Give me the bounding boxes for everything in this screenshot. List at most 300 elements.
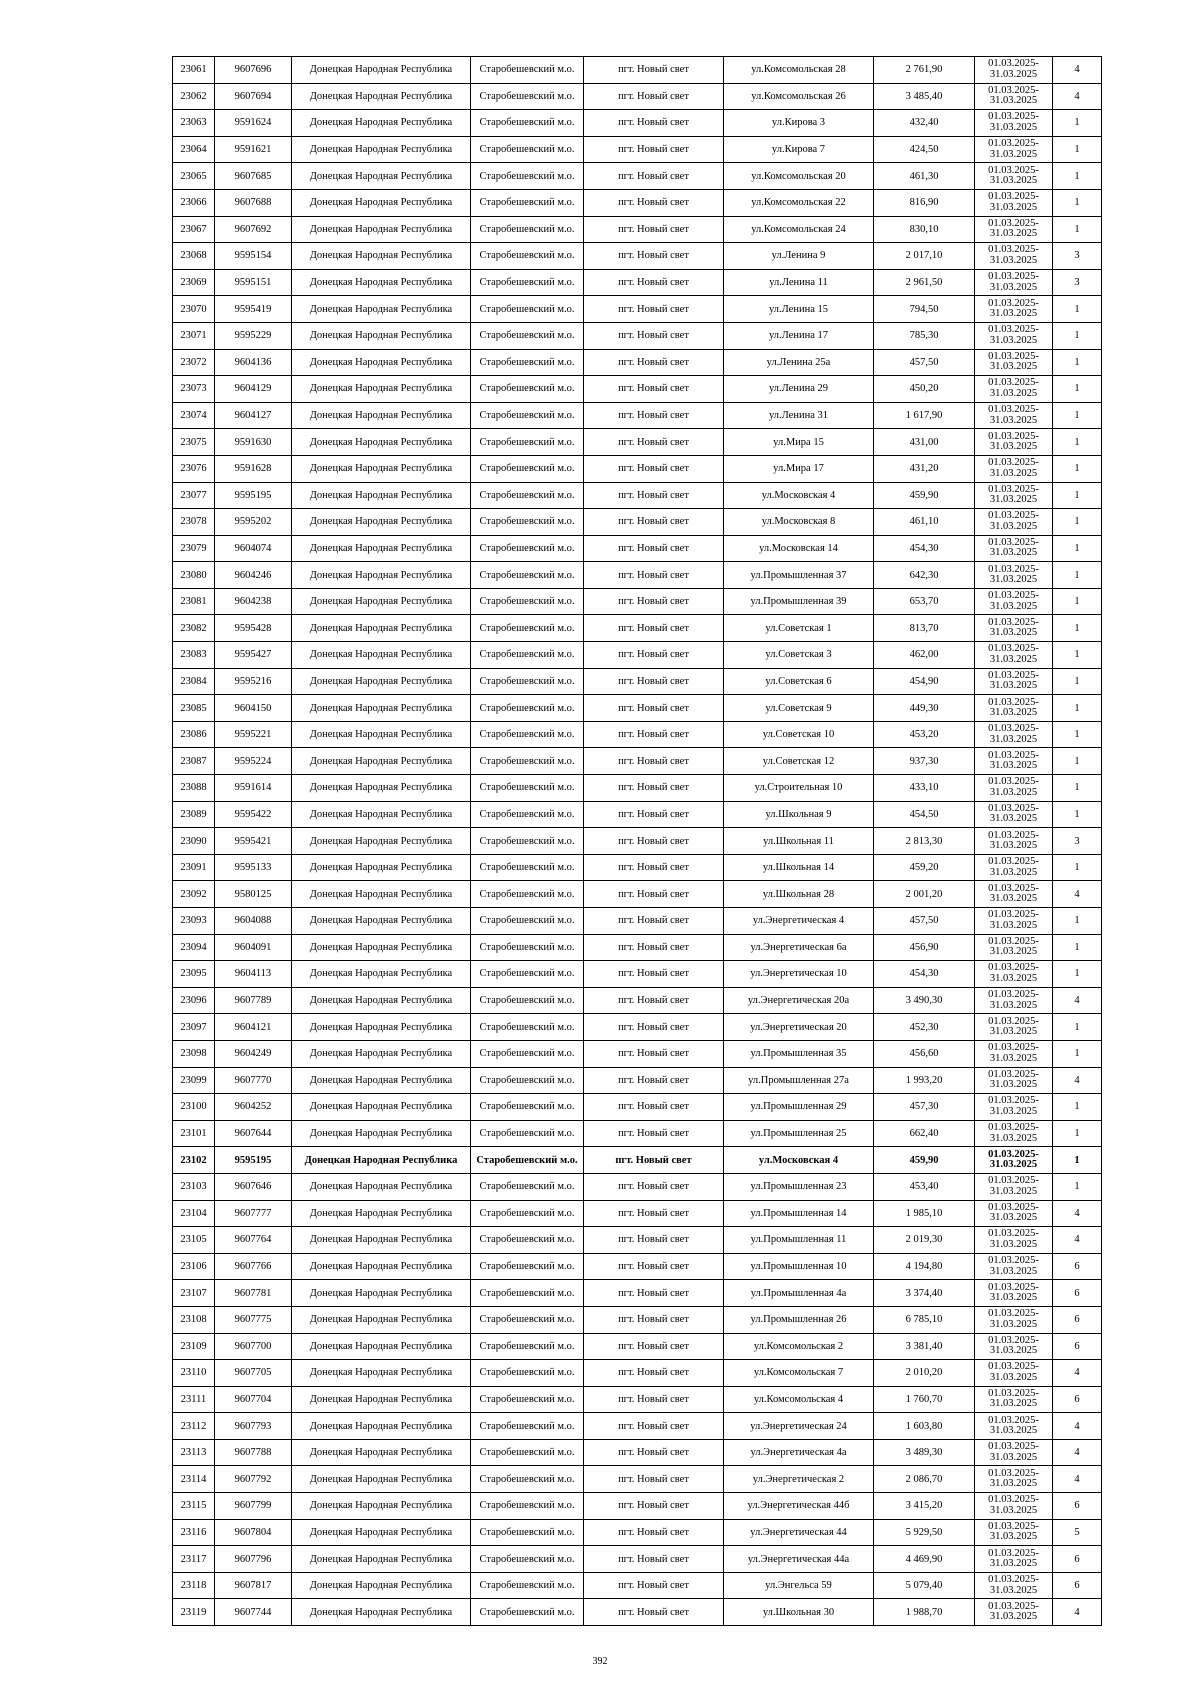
region-cell: Донецкая Народная Республика	[292, 1439, 471, 1466]
period-cell: 01.03.2025- 31.03.2025	[975, 695, 1053, 722]
area-cell: 457,50	[874, 908, 975, 935]
settlement-cell: пгт. Новый свет	[584, 455, 724, 482]
address-cell: ул.Энергетическая 10	[724, 961, 874, 988]
code-cell: 9595154	[215, 243, 292, 270]
period-cell: 01.03.2025- 31.03.2025	[975, 429, 1053, 456]
count-cell: 4	[1053, 881, 1102, 908]
table-row	[173, 1572, 1102, 1599]
row-number-cell: 23103	[173, 1173, 215, 1200]
code-cell: 9607694	[215, 83, 292, 110]
count-cell: 1	[1053, 1014, 1102, 1041]
count-cell: 1	[1053, 721, 1102, 748]
code-cell: 9607744	[215, 1599, 292, 1626]
region-cell: Донецкая Народная Республика	[292, 189, 471, 216]
area-cell: 2 761,90	[874, 57, 975, 84]
region-cell: Донецкая Народная Республика	[292, 801, 471, 828]
settlement-cell: пгт. Новый свет	[584, 615, 724, 642]
area-cell: 794,50	[874, 296, 975, 323]
address-cell: ул.Ленина 11	[724, 269, 874, 296]
code-cell: 9604150	[215, 695, 292, 722]
region-cell: Донецкая Народная Республика	[292, 775, 471, 802]
area-cell: 452,30	[874, 1014, 975, 1041]
address-cell: ул.Советская 6	[724, 668, 874, 695]
row-number-cell: 23082	[173, 615, 215, 642]
district-cell: Старобешевский м.о.	[471, 934, 584, 961]
address-cell: ул.Промышленная 35	[724, 1040, 874, 1067]
code-cell: 9595133	[215, 854, 292, 881]
table-row	[173, 296, 1102, 323]
region-cell: Донецкая Народная Республика	[292, 562, 471, 589]
settlement-cell: пгт. Новый свет	[584, 482, 724, 509]
settlement-cell: пгт. Новый свет	[584, 535, 724, 562]
period-cell: 01.03.2025- 31.03.2025	[975, 1040, 1053, 1067]
table-row	[173, 455, 1102, 482]
address-cell: ул.Промышленная 26	[724, 1306, 874, 1333]
row-number-cell: 23095	[173, 961, 215, 988]
row-number-cell: 23061	[173, 57, 215, 84]
settlement-cell: пгт. Новый свет	[584, 1546, 724, 1573]
address-cell: ул.Промышленная 39	[724, 588, 874, 615]
table-row	[173, 881, 1102, 908]
region-cell: Донецкая Народная Республика	[292, 1546, 471, 1573]
table-row	[173, 83, 1102, 110]
district-cell: Старобешевский м.о.	[471, 110, 584, 137]
period-cell: 01.03.2025- 31.03.2025	[975, 1253, 1053, 1280]
region-cell: Донецкая Народная Республика	[292, 828, 471, 855]
code-cell: 9607692	[215, 216, 292, 243]
row-number-cell: 23064	[173, 136, 215, 163]
region-cell: Донецкая Народная Республика	[292, 748, 471, 775]
row-number-cell: 23072	[173, 349, 215, 376]
area-cell: 456,60	[874, 1040, 975, 1067]
district-cell: Старобешевский м.о.	[471, 535, 584, 562]
region-cell: Донецкая Народная Республика	[292, 987, 471, 1014]
period-cell: 01.03.2025- 31.03.2025	[975, 961, 1053, 988]
region-cell: Донецкая Народная Республика	[292, 509, 471, 536]
address-cell: ул.Промышленная 29	[724, 1094, 874, 1121]
period-cell: 01.03.2025- 31.03.2025	[975, 934, 1053, 961]
settlement-cell: пгт. Новый свет	[584, 296, 724, 323]
region-cell: Донецкая Народная Республика	[292, 1360, 471, 1387]
address-cell: ул.Энергетическая 2	[724, 1466, 874, 1493]
count-cell: 1	[1053, 349, 1102, 376]
table-row	[173, 1094, 1102, 1121]
period-cell: 01.03.2025- 31.03.2025	[975, 1386, 1053, 1413]
table-row	[173, 987, 1102, 1014]
region-cell: Донецкая Народная Республика	[292, 110, 471, 137]
count-cell: 1	[1053, 376, 1102, 403]
area-cell: 433,10	[874, 775, 975, 802]
settlement-cell: пгт. Новый свет	[584, 163, 724, 190]
count-cell: 1	[1053, 1094, 1102, 1121]
area-cell: 2 010,20	[874, 1360, 975, 1387]
row-number-cell: 23102	[173, 1147, 215, 1174]
table-row	[173, 429, 1102, 456]
address-cell: ул.Энергетическая 20	[724, 1014, 874, 1041]
row-number-cell: 23075	[173, 429, 215, 456]
address-cell: ул.Московская 8	[724, 509, 874, 536]
code-cell: 9591628	[215, 455, 292, 482]
settlement-cell: пгт. Новый свет	[584, 376, 724, 403]
table-row	[173, 1413, 1102, 1440]
table-row	[173, 349, 1102, 376]
count-cell: 3	[1053, 243, 1102, 270]
table-row	[173, 961, 1102, 988]
period-cell: 01.03.2025- 31.03.2025	[975, 535, 1053, 562]
region-cell: Донецкая Народная Республика	[292, 1040, 471, 1067]
region-cell: Донецкая Народная Республика	[292, 163, 471, 190]
row-number-cell: 23091	[173, 854, 215, 881]
count-cell: 1	[1053, 296, 1102, 323]
count-cell: 4	[1053, 1227, 1102, 1254]
period-cell: 01.03.2025- 31.03.2025	[975, 1306, 1053, 1333]
area-cell: 937,30	[874, 748, 975, 775]
count-cell: 1	[1053, 588, 1102, 615]
area-cell: 456,90	[874, 934, 975, 961]
count-cell: 1	[1053, 801, 1102, 828]
code-cell: 9595229	[215, 322, 292, 349]
table-row	[173, 1200, 1102, 1227]
code-cell: 9604249	[215, 1040, 292, 1067]
settlement-cell: пгт. Новый свет	[584, 1413, 724, 1440]
area-cell: 462,00	[874, 642, 975, 669]
district-cell: Старобешевский м.о.	[471, 721, 584, 748]
period-cell: 01.03.2025- 31.03.2025	[975, 1147, 1053, 1174]
region-cell: Донецкая Народная Республика	[292, 615, 471, 642]
code-cell: 9604074	[215, 535, 292, 562]
row-number-cell: 23089	[173, 801, 215, 828]
row-number-cell: 23117	[173, 1546, 215, 1573]
settlement-cell: пгт. Новый свет	[584, 1253, 724, 1280]
settlement-cell: пгт. Новый свет	[584, 349, 724, 376]
settlement-cell: пгт. Новый свет	[584, 1493, 724, 1520]
count-cell: 4	[1053, 1413, 1102, 1440]
period-cell: 01.03.2025- 31.03.2025	[975, 588, 1053, 615]
period-cell: 01.03.2025- 31.03.2025	[975, 908, 1053, 935]
period-cell: 01.03.2025- 31.03.2025	[975, 828, 1053, 855]
code-cell: 9604127	[215, 402, 292, 429]
count-cell: 4	[1053, 987, 1102, 1014]
row-number-cell: 23088	[173, 775, 215, 802]
address-cell: ул.Ленина 9	[724, 243, 874, 270]
region-cell: Донецкая Народная Республика	[292, 83, 471, 110]
table-row	[173, 775, 1102, 802]
table-row	[173, 721, 1102, 748]
region-cell: Донецкая Народная Республика	[292, 1493, 471, 1520]
code-cell: 9595427	[215, 642, 292, 669]
code-cell: 9607789	[215, 987, 292, 1014]
settlement-cell: пгт. Новый свет	[584, 1120, 724, 1147]
row-number-cell: 23099	[173, 1067, 215, 1094]
table-row	[173, 1386, 1102, 1413]
address-cell: ул.Советская 12	[724, 748, 874, 775]
row-number-cell: 23085	[173, 695, 215, 722]
district-cell: Старобешевский м.о.	[471, 1147, 584, 1174]
period-cell: 01.03.2025- 31.03.2025	[975, 1067, 1053, 1094]
code-cell: 9607793	[215, 1413, 292, 1440]
code-cell: 9595202	[215, 509, 292, 536]
row-number-cell: 23109	[173, 1333, 215, 1360]
period-cell: 01.03.2025- 31.03.2025	[975, 1014, 1053, 1041]
area-cell: 454,90	[874, 668, 975, 695]
address-cell: ул.Школьная 9	[724, 801, 874, 828]
district-cell: Старобешевский м.о.	[471, 349, 584, 376]
table-row	[173, 216, 1102, 243]
settlement-cell: пгт. Новый свет	[584, 1360, 724, 1387]
count-cell: 6	[1053, 1333, 1102, 1360]
settlement-cell: пгт. Новый свет	[584, 1306, 724, 1333]
district-cell: Старобешевский м.о.	[471, 828, 584, 855]
region-cell: Донецкая Народная Республика	[292, 402, 471, 429]
table-row	[173, 1466, 1102, 1493]
area-cell: 457,50	[874, 349, 975, 376]
district-cell: Старобешевский м.о.	[471, 1386, 584, 1413]
area-cell: 459,90	[874, 482, 975, 509]
address-cell: ул.Школьная 28	[724, 881, 874, 908]
area-cell: 5 079,40	[874, 1572, 975, 1599]
table-row	[173, 1173, 1102, 1200]
table-row	[173, 828, 1102, 855]
region-cell: Донецкая Народная Республика	[292, 881, 471, 908]
period-cell: 01.03.2025- 31.03.2025	[975, 1413, 1053, 1440]
settlement-cell: пгт. Новый свет	[584, 1014, 724, 1041]
period-cell: 01.03.2025- 31.03.2025	[975, 1439, 1053, 1466]
code-cell: 9607770	[215, 1067, 292, 1094]
district-cell: Старобешевский м.о.	[471, 1253, 584, 1280]
code-cell: 9595224	[215, 748, 292, 775]
settlement-cell: пгт. Новый свет	[584, 243, 724, 270]
district-cell: Старобешевский м.о.	[471, 1493, 584, 1520]
row-number-cell: 23062	[173, 83, 215, 110]
code-cell: 9607685	[215, 163, 292, 190]
region-cell: Донецкая Народная Республика	[292, 1147, 471, 1174]
table-row	[173, 1147, 1102, 1174]
settlement-cell: пгт. Новый свет	[584, 987, 724, 1014]
row-number-cell: 23080	[173, 562, 215, 589]
count-cell: 6	[1053, 1546, 1102, 1573]
region-cell: Донецкая Народная Республика	[292, 961, 471, 988]
district-cell: Старобешевский м.о.	[471, 57, 584, 84]
period-cell: 01.03.2025- 31.03.2025	[975, 801, 1053, 828]
row-number-cell: 23096	[173, 987, 215, 1014]
address-cell: ул.Промышленная 10	[724, 1253, 874, 1280]
district-cell: Старобешевский м.о.	[471, 1173, 584, 1200]
area-cell: 6 785,10	[874, 1306, 975, 1333]
district-cell: Старобешевский м.о.	[471, 1280, 584, 1307]
table-row	[173, 1040, 1102, 1067]
address-cell: ул.Комсомольская 7	[724, 1360, 874, 1387]
address-cell: ул.Комсомольская 2	[724, 1333, 874, 1360]
district-cell: Старобешевский м.о.	[471, 163, 584, 190]
settlement-cell: пгт. Новый свет	[584, 83, 724, 110]
code-cell: 9604091	[215, 934, 292, 961]
district-cell: Старобешевский м.о.	[471, 1599, 584, 1626]
district-cell: Старобешевский м.о.	[471, 509, 584, 536]
area-cell: 1 603,80	[874, 1413, 975, 1440]
settlement-cell: пгт. Новый свет	[584, 1094, 724, 1121]
table-row	[173, 1360, 1102, 1387]
settlement-cell: пгт. Новый свет	[584, 881, 724, 908]
row-number-cell: 23068	[173, 243, 215, 270]
region-cell: Донецкая Народная Республика	[292, 1173, 471, 1200]
district-cell: Старобешевский м.о.	[471, 615, 584, 642]
table-row	[173, 535, 1102, 562]
address-cell: ул.Комсомольская 28	[724, 57, 874, 84]
settlement-cell: пгт. Новый свет	[584, 1227, 724, 1254]
district-cell: Старобешевский м.о.	[471, 322, 584, 349]
period-cell: 01.03.2025- 31.03.2025	[975, 1360, 1053, 1387]
code-cell: 9591621	[215, 136, 292, 163]
code-cell: 9607704	[215, 1386, 292, 1413]
area-cell: 2 017,10	[874, 243, 975, 270]
area-cell: 453,20	[874, 721, 975, 748]
table-row	[173, 1067, 1102, 1094]
count-cell: 1	[1053, 163, 1102, 190]
area-cell: 450,20	[874, 376, 975, 403]
district-cell: Старобешевский м.о.	[471, 1546, 584, 1573]
count-cell: 1	[1053, 854, 1102, 881]
region-cell: Донецкая Народная Республика	[292, 455, 471, 482]
count-cell: 1	[1053, 748, 1102, 775]
address-cell: ул.Мира 15	[724, 429, 874, 456]
settlement-cell: пгт. Новый свет	[584, 748, 724, 775]
settlement-cell: пгт. Новый свет	[584, 1067, 724, 1094]
area-cell: 1 985,10	[874, 1200, 975, 1227]
table-row	[173, 854, 1102, 881]
settlement-cell: пгт. Новый свет	[584, 1200, 724, 1227]
code-cell: 9595151	[215, 269, 292, 296]
region-cell: Донецкая Народная Республика	[292, 1386, 471, 1413]
address-cell: ул.Строительная 10	[724, 775, 874, 802]
period-cell: 01.03.2025- 31.03.2025	[975, 748, 1053, 775]
district-cell: Старобешевский м.о.	[471, 1572, 584, 1599]
period-cell: 01.03.2025- 31.03.2025	[975, 775, 1053, 802]
table-row	[173, 376, 1102, 403]
settlement-cell: пгт. Новый свет	[584, 429, 724, 456]
row-number-cell: 23118	[173, 1572, 215, 1599]
region-cell: Донецкая Народная Республика	[292, 908, 471, 935]
period-cell: 01.03.2025- 31.03.2025	[975, 163, 1053, 190]
region-cell: Донецкая Народная Республика	[292, 588, 471, 615]
area-cell: 431,00	[874, 429, 975, 456]
code-cell: 9604252	[215, 1094, 292, 1121]
address-cell: ул.Московская 14	[724, 535, 874, 562]
address-cell: ул.Энергетическая 6а	[724, 934, 874, 961]
count-cell: 1	[1053, 482, 1102, 509]
address-cell: ул.Промышленная 4а	[724, 1280, 874, 1307]
code-cell: 9604136	[215, 349, 292, 376]
region-cell: Донецкая Народная Республика	[292, 269, 471, 296]
settlement-cell: пгт. Новый свет	[584, 402, 724, 429]
period-cell: 01.03.2025- 31.03.2025	[975, 987, 1053, 1014]
code-cell: 9607804	[215, 1519, 292, 1546]
table-row	[173, 136, 1102, 163]
address-cell: ул.Комсомольская 22	[724, 189, 874, 216]
row-number-cell: 23100	[173, 1094, 215, 1121]
period-cell: 01.03.2025- 31.03.2025	[975, 1572, 1053, 1599]
settlement-cell: пгт. Новый свет	[584, 721, 724, 748]
table-row	[173, 934, 1102, 961]
code-cell: 9595421	[215, 828, 292, 855]
code-cell: 9607696	[215, 57, 292, 84]
address-cell: ул.Комсомольская 4	[724, 1386, 874, 1413]
code-cell: 9580125	[215, 881, 292, 908]
area-cell: 461,30	[874, 163, 975, 190]
region-cell: Донецкая Народная Республика	[292, 296, 471, 323]
table-row	[173, 748, 1102, 775]
table-row	[173, 801, 1102, 828]
table-row	[173, 402, 1102, 429]
period-cell: 01.03.2025- 31.03.2025	[975, 455, 1053, 482]
code-cell: 9595422	[215, 801, 292, 828]
period-cell: 01.03.2025- 31.03.2025	[975, 402, 1053, 429]
count-cell: 3	[1053, 828, 1102, 855]
region-cell: Донецкая Народная Республика	[292, 1519, 471, 1546]
address-cell: ул.Советская 10	[724, 721, 874, 748]
count-cell: 1	[1053, 615, 1102, 642]
area-cell: 457,30	[874, 1094, 975, 1121]
district-cell: Старобешевский м.о.	[471, 136, 584, 163]
settlement-cell: пгт. Новый свет	[584, 801, 724, 828]
count-cell: 1	[1053, 189, 1102, 216]
period-cell: 01.03.2025- 31.03.2025	[975, 1094, 1053, 1121]
row-number-cell: 23113	[173, 1439, 215, 1466]
settlement-cell: пгт. Новый свет	[584, 1040, 724, 1067]
address-cell: ул.Школьная 11	[724, 828, 874, 855]
row-number-cell: 23083	[173, 642, 215, 669]
count-cell: 6	[1053, 1386, 1102, 1413]
period-cell: 01.03.2025- 31.03.2025	[975, 1280, 1053, 1307]
period-cell: 01.03.2025- 31.03.2025	[975, 1333, 1053, 1360]
address-cell: ул.Промышленная 14	[724, 1200, 874, 1227]
settlement-cell: пгт. Новый свет	[584, 189, 724, 216]
address-cell: ул.Комсомольская 24	[724, 216, 874, 243]
count-cell: 4	[1053, 1067, 1102, 1094]
settlement-cell: пгт. Новый свет	[584, 908, 724, 935]
row-number-cell: 23084	[173, 668, 215, 695]
code-cell: 9607700	[215, 1333, 292, 1360]
area-cell: 1 617,90	[874, 402, 975, 429]
settlement-cell: пгт. Новый свет	[584, 216, 724, 243]
region-cell: Донецкая Народная Республика	[292, 1094, 471, 1121]
table-row	[173, 189, 1102, 216]
area-cell: 3 374,40	[874, 1280, 975, 1307]
address-cell: ул.Промышленная 37	[724, 562, 874, 589]
settlement-cell: пгт. Новый свет	[584, 1599, 724, 1626]
row-number-cell: 23114	[173, 1466, 215, 1493]
period-cell: 01.03.2025- 31.03.2025	[975, 57, 1053, 84]
settlement-cell: пгт. Новый свет	[584, 642, 724, 669]
region-cell: Донецкая Народная Республика	[292, 322, 471, 349]
address-cell: ул.Московская 4	[724, 482, 874, 509]
row-number-cell: 23110	[173, 1360, 215, 1387]
row-number-cell: 23092	[173, 881, 215, 908]
district-cell: Старобешевский м.о.	[471, 1040, 584, 1067]
region-cell: Донецкая Народная Республика	[292, 1466, 471, 1493]
address-cell: ул.Ленина 31	[724, 402, 874, 429]
table-row	[173, 908, 1102, 935]
code-cell: 9607764	[215, 1227, 292, 1254]
area-cell: 431,20	[874, 455, 975, 482]
area-cell: 432,40	[874, 110, 975, 137]
count-cell: 1	[1053, 429, 1102, 456]
district-cell: Старобешевский м.о.	[471, 1519, 584, 1546]
region-cell: Донецкая Народная Республика	[292, 1227, 471, 1254]
address-cell: ул.Энергетическая 44б	[724, 1493, 874, 1520]
district-cell: Старобешевский м.о.	[471, 987, 584, 1014]
settlement-cell: пгт. Новый свет	[584, 509, 724, 536]
count-cell: 1	[1053, 1173, 1102, 1200]
